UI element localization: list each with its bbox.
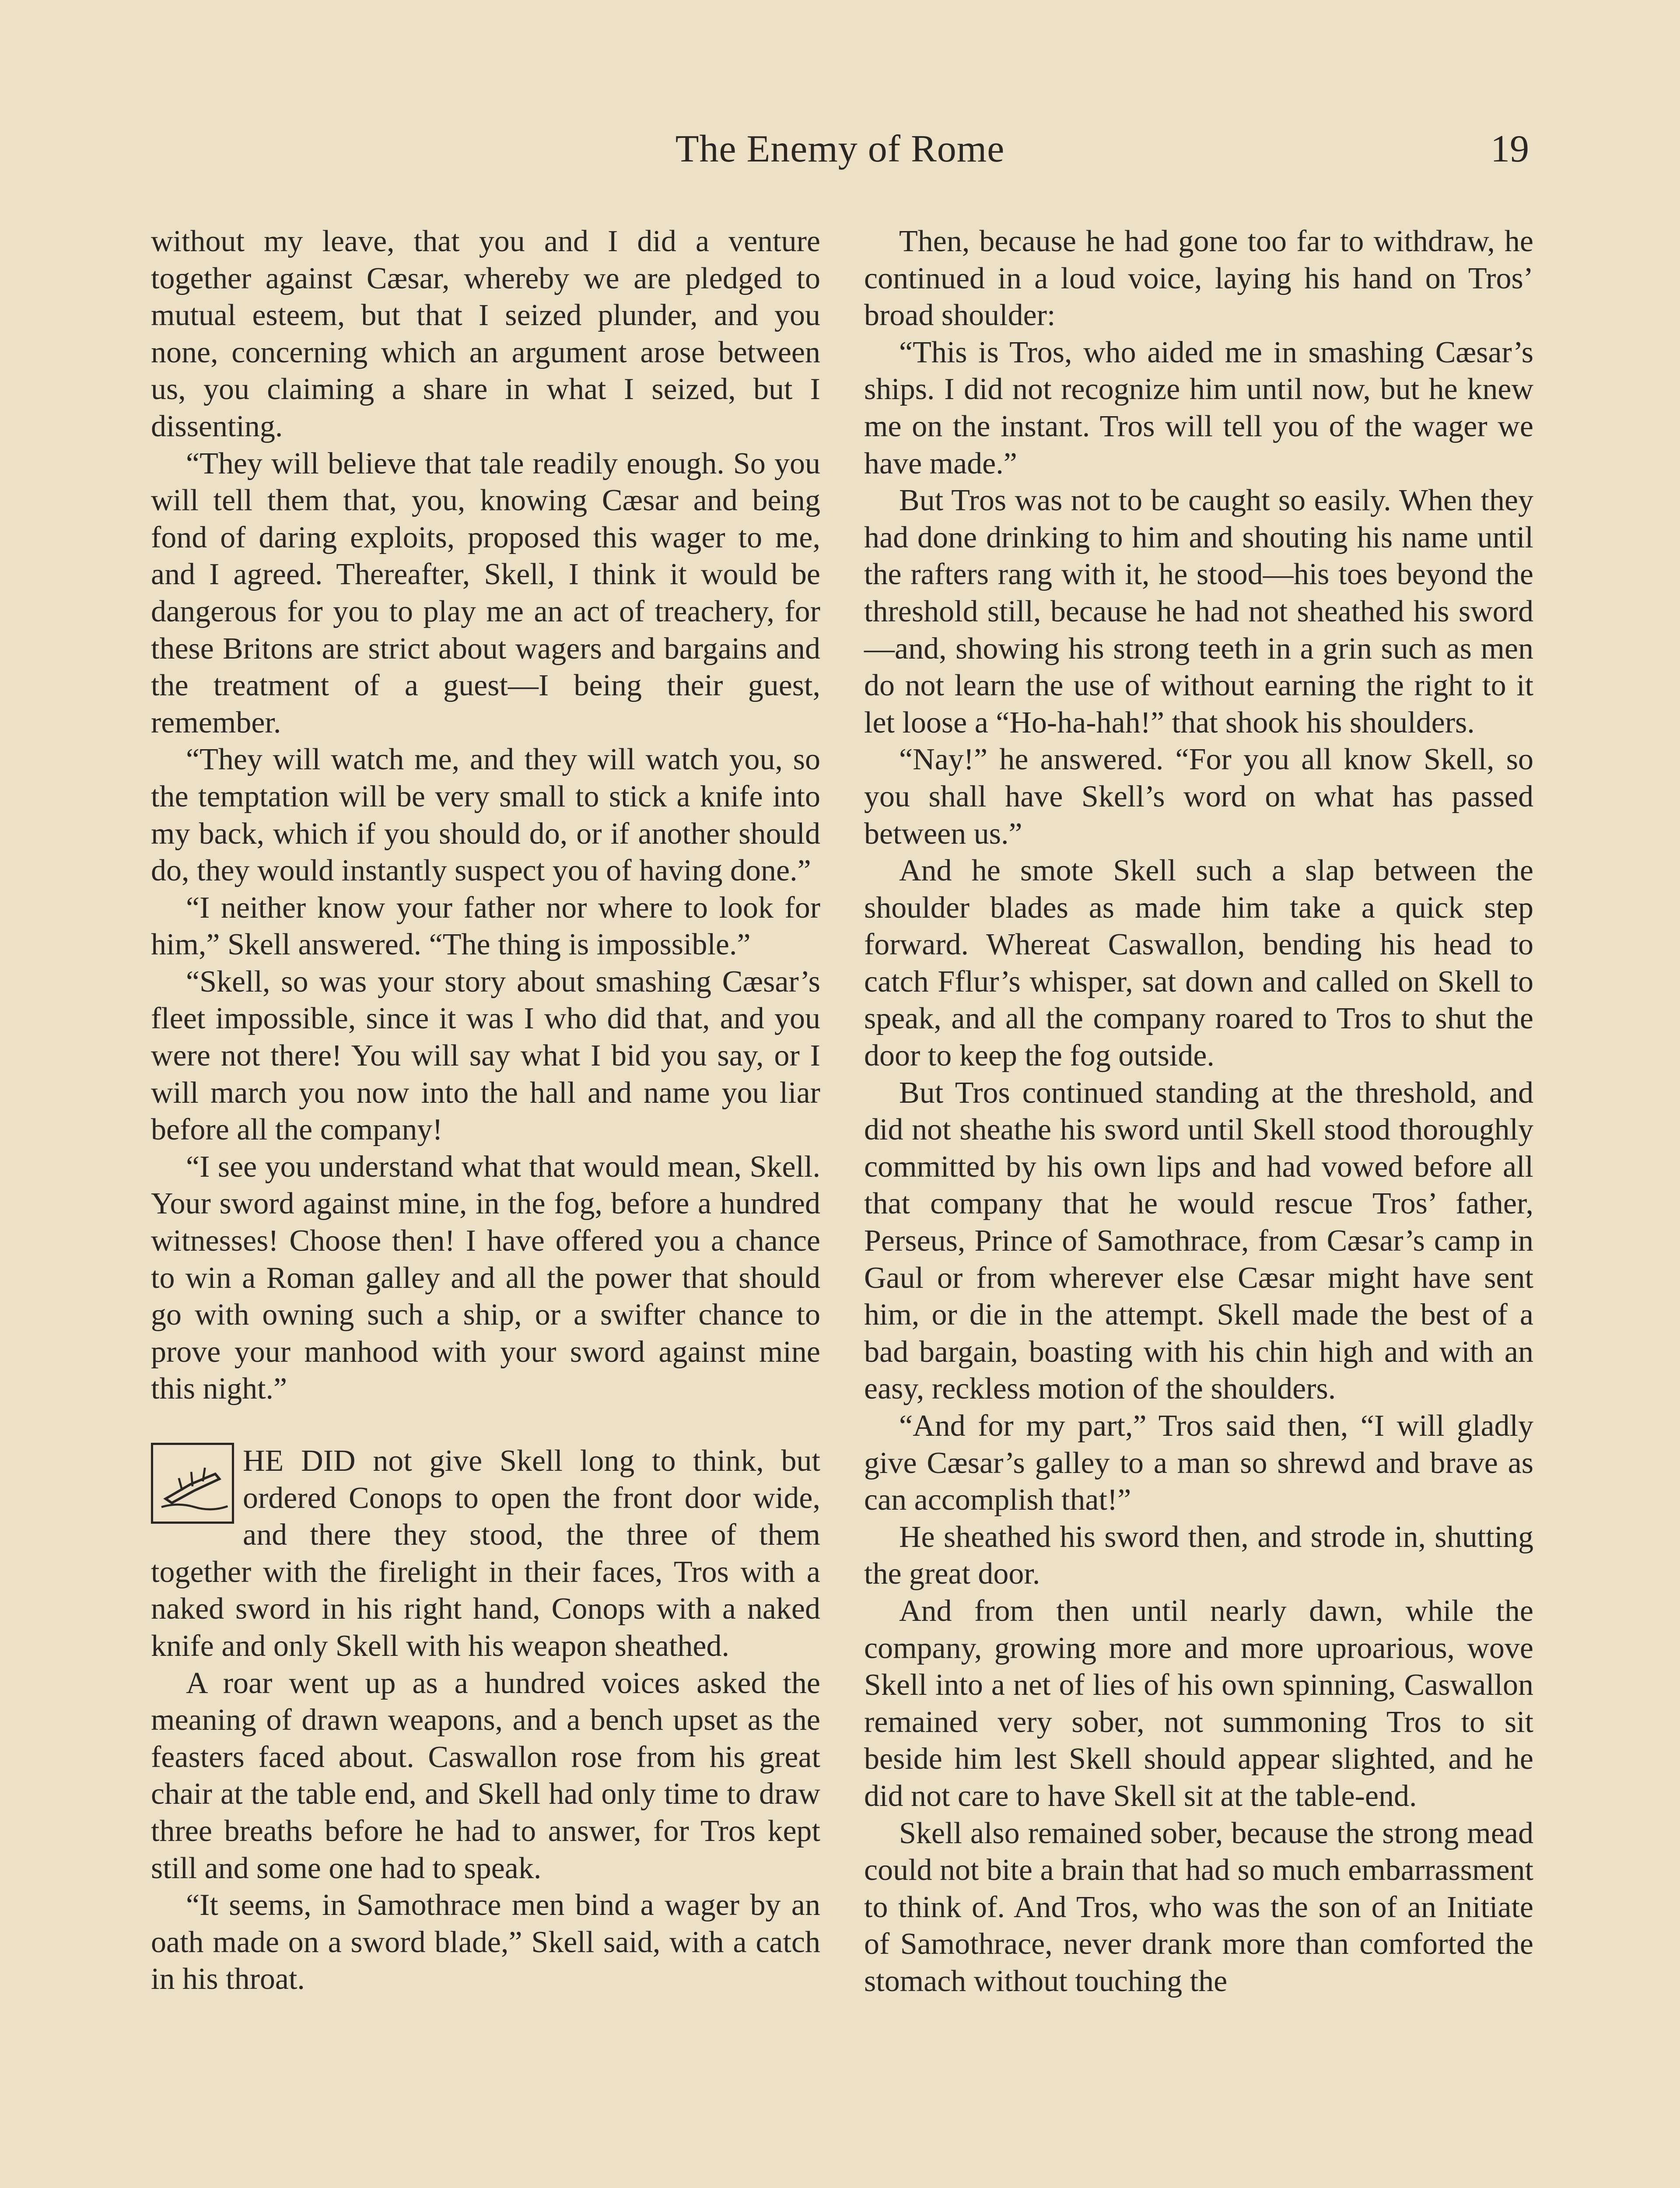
paragraph: “They will believe that tale readily enough. So you will tell them that, you, knowing Cæsar and being fond of daring exploits, proposed this wager to me, and I agreed. Thereafter, Skell, I think it would be dangerous for you to play me an act of treachery, for these Britons are strict about wagers and bargains and the treatment of a guest—I being their guest, remember.	[151, 446, 820, 740]
paragraph: “Skell, so was your story about smashing Cæsar’s fleet impossible, since it was I who did that, and you were not there! You will say what I bid you say, or I will march you now into the hall and name you liar before all the company!	[151, 964, 820, 1147]
paragraph: without my leave, that you and I did a venture together against Cæsar, whereby we are pledged to mutual esteem, but that I seized plunder, and you none, concerning which an argument arose between us, you claiming a share in what I seized, but I dissenting.	[151, 224, 820, 443]
paragraph: He sheathed his sword then, and strode in, shutting the great door.	[864, 1520, 1533, 1591]
drop-cap-illustration	[151, 1443, 234, 1524]
paragraph: “This is Tros, who aided me in smashing Cæsar’s ships. I did not recognize him until now, but he knew me on the instant. Tros will tell you of the wager we have made.”	[864, 335, 1533, 480]
paragraph: Skell also remained sober, because the strong mead could not bite a brain that had so much embarrassment to think of. And Tros, who was the son of an Initiate of Samothrace, never drank more than comforted the stomach without touching the	[864, 1816, 1533, 1998]
running-title: The Enemy of Rome	[675, 128, 1005, 170]
paragraph: “And for my part,” Tros said then, “I will gladly give Cæsar’s galley to a man so shrewd and brave as can accomplish that!”	[864, 1409, 1533, 1517]
section-start-paragraph: HE DID not give Skell long to think, but ordered Conops to open the front door wide, and there they stood, the three of them together with the firelight in their faces, Tros with a naked sword in his right hand, Conops with a naked knife and only Skell with his weapon sheathed.	[151, 1444, 820, 1663]
paragraph: “I see you understand what that would mean, Skell. Your sword against mine, in the fog, before a hundred witnesses! Choose then! I have offered you a chance to win a Roman galley and all the power that should go with owning such a ship, or a swifter chance to prove your manhood with your sword against mine this night.”	[151, 1150, 820, 1406]
right-column	[864, 223, 1533, 2000]
left-column	[151, 223, 820, 1998]
page-number: 19	[1491, 128, 1529, 170]
paragraph: A roar went up as a hundred voices asked the meaning of drawn weapons, and a bench upset as the feasters faced about. Caswallon rose from his great chair at the table end, and Skell had only time to draw three breaths before he had to answer, for Tros kept still and some one had to speak.	[151, 1666, 820, 1885]
paragraph: But Tros was not to be caught so easily. When they had done drinking to him and shouting his name until the rafters rang with it, he stood—his toes beyond the threshold still, because he had not sheathed his sword —and, showing his strong teeth in a grin such as men do not learn the use of without earning the right to it let loose a “Ho-ha-hah!” that shook his shoulders.	[864, 484, 1533, 740]
paragraph: And he smote Skell such a slap between the shoulder blades as made him take a quick step forward. Whereat Caswallon, bending his head to catch Fflur’s whisper, sat down and called on Skell to speak, and all the company roared to Tros to shut the door to keep the fog outside.	[864, 854, 1533, 1073]
page-header	[151, 127, 1529, 184]
paragraph: “Nay!” he answered. “For you all know Skell, so you shall have Skell’s word on what has passed between us.”	[864, 743, 1533, 851]
paragraph: But Tros continued standing at the threshold, and did not sheathe his sword until Skell stood thoroughly committed by his own lips and had vowed before all that company that he would rescue Tros’ father, Perseus, Prince of Samothrace, from Cæsar’s camp in Gaul or from wherever else Cæsar might have sent him, or die in the attempt. Skell made the best of a bad bargain, boasting with his chin high and with an easy, reckless motion of the shoulders.	[864, 1076, 1533, 1406]
paragraph: “I neither know your father nor where to look for him,” Skell answered. “The thing is impossible.”	[151, 891, 820, 962]
paragraph: And from then until nearly dawn, while the company, growing more and more uproarious, wove Skell into a net of lies of his own spinning, Caswallon remained very sober, not summoning Tros to sit beside him lest Skell should appear slighted, and he did not care to have Skell sit at the table-end.	[864, 1594, 1533, 1813]
paragraph: “They will watch me, and they will watch you, so the temptation will be very small to stick a knife into my back, which if you should do, or if another should do, they would instantly suspect you of having done.”	[151, 743, 820, 888]
paragraph: “It seems, in Samothrace men bind a wager by an oath made on a sword blade,” Skell said, with a catch in his throat.	[151, 1888, 820, 1996]
ship-icon	[153, 1445, 232, 1522]
paragraph: Then, because he had gone too far to withdraw, he continued in a loud voice, laying his hand on Tros’ broad shoulder:	[864, 224, 1533, 333]
